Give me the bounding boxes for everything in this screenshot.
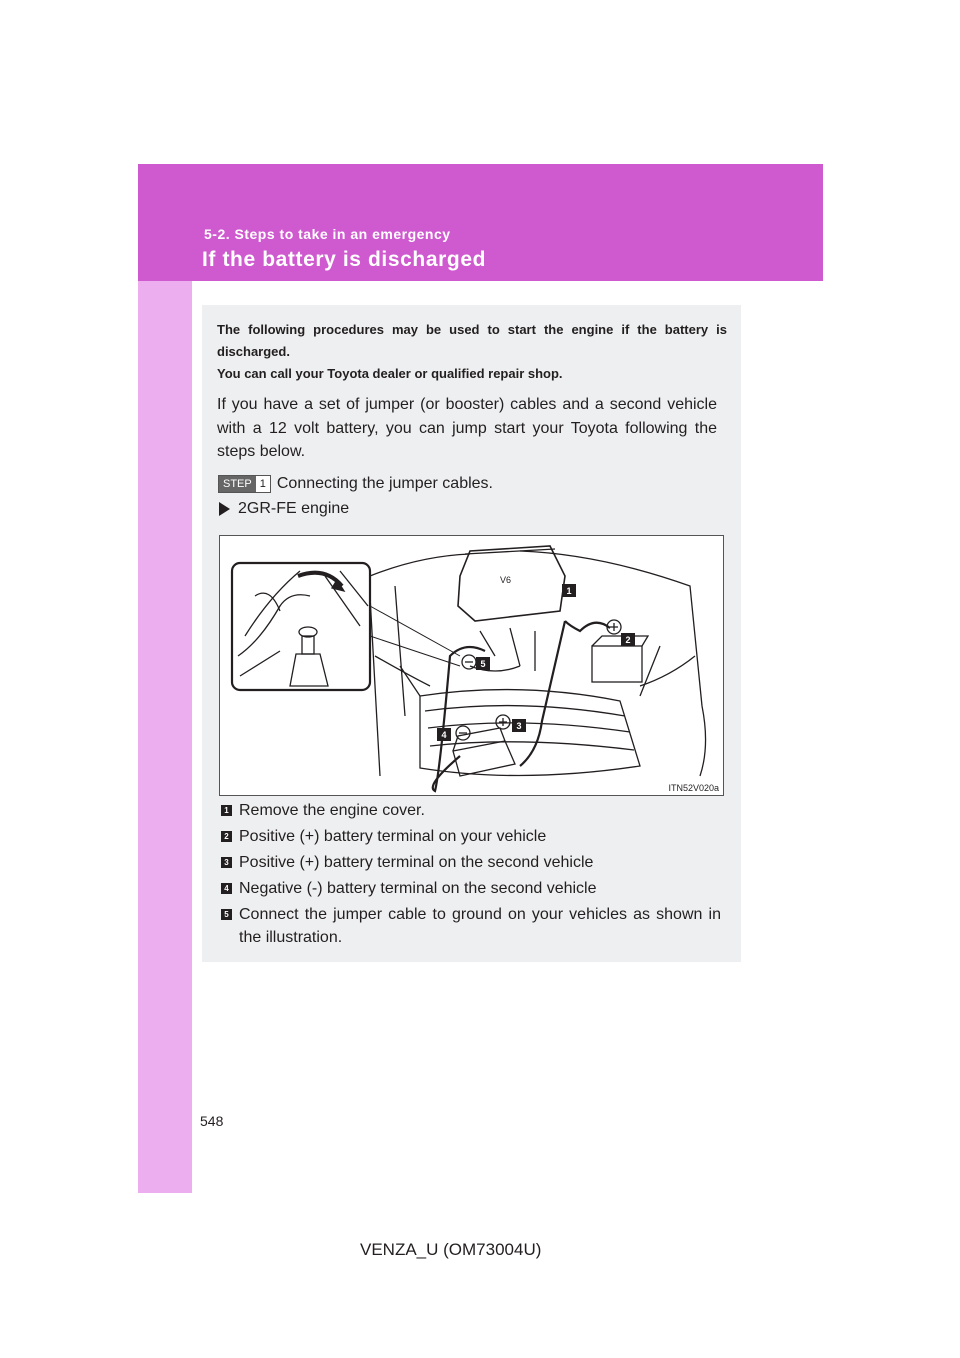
- callout-4: [437, 728, 451, 741]
- step-number: 1: [256, 476, 270, 492]
- callout-5: [476, 657, 490, 670]
- list-number-badge: 1: [221, 805, 232, 816]
- engine-variant-label: 2GR-FE engine: [238, 500, 350, 517]
- list-number-badge: 5: [221, 909, 232, 920]
- svg-text:2: 2: [625, 635, 631, 645]
- section-label: 5-2. Steps to take in an emergency: [204, 226, 451, 242]
- engine-cover-mark: V6: [500, 575, 512, 585]
- engine-bay-drawing: [220, 536, 723, 795]
- callout-3: [512, 719, 526, 732]
- intro-note: [217, 319, 727, 385]
- list-item-text: Negative (-) battery terminal on the second vehicle: [239, 880, 597, 897]
- list-item: [221, 877, 721, 900]
- intro-line-2: You can call your Toyota dealer or qualified repair shop.: [217, 366, 563, 381]
- list-item-text: Remove the engine cover.: [239, 802, 425, 819]
- list-number-badge: 3: [221, 857, 232, 868]
- intro-line-1: The following procedures may be used to start the engine if the battery is discharged.: [217, 322, 727, 359]
- side-strip: [138, 281, 192, 1193]
- svg-text:3: 3: [516, 721, 522, 731]
- list-item-text: Positive (+) battery terminal on your vehicle: [239, 828, 547, 845]
- list-item: [221, 825, 721, 848]
- svg-text:4: 4: [441, 730, 447, 740]
- svg-text:1: 1: [566, 586, 572, 596]
- list-item-text: Positive (+) battery terminal on the second vehicle: [239, 854, 594, 871]
- step-row: [218, 474, 493, 494]
- page-title: If the battery is discharged: [202, 248, 487, 271]
- list-number-badge: 2: [221, 831, 232, 842]
- engine-illustration: [219, 535, 724, 796]
- callout-list: [221, 799, 721, 952]
- step-badge: [218, 475, 271, 493]
- callout-1: [562, 584, 576, 597]
- body-paragraph: If you have a set of jumper (or booster) cables and a second vehicle with a 12 volt battery, you can jump start your Toyota following the steps below.: [217, 396, 717, 460]
- list-number-badge: 4: [221, 883, 232, 894]
- list-item: [221, 851, 721, 874]
- document-id: VENZA_U (OM73004U): [360, 1240, 542, 1259]
- callout-2: [621, 633, 635, 646]
- step-word: STEP: [219, 476, 256, 492]
- step-text: Connecting the jumper cables.: [276, 475, 493, 492]
- list-item-text: Connect the jumper cable to ground on your vehicles as shown in the illustration.: [239, 906, 721, 946]
- figure-code: ITN52V020a: [668, 783, 719, 793]
- page-number: 548: [200, 1113, 224, 1129]
- list-item: [221, 799, 721, 822]
- list-item: [221, 903, 721, 949]
- triangle-bullet-icon: [219, 502, 230, 516]
- svg-text:5: 5: [480, 659, 486, 669]
- engine-variant: [219, 500, 349, 518]
